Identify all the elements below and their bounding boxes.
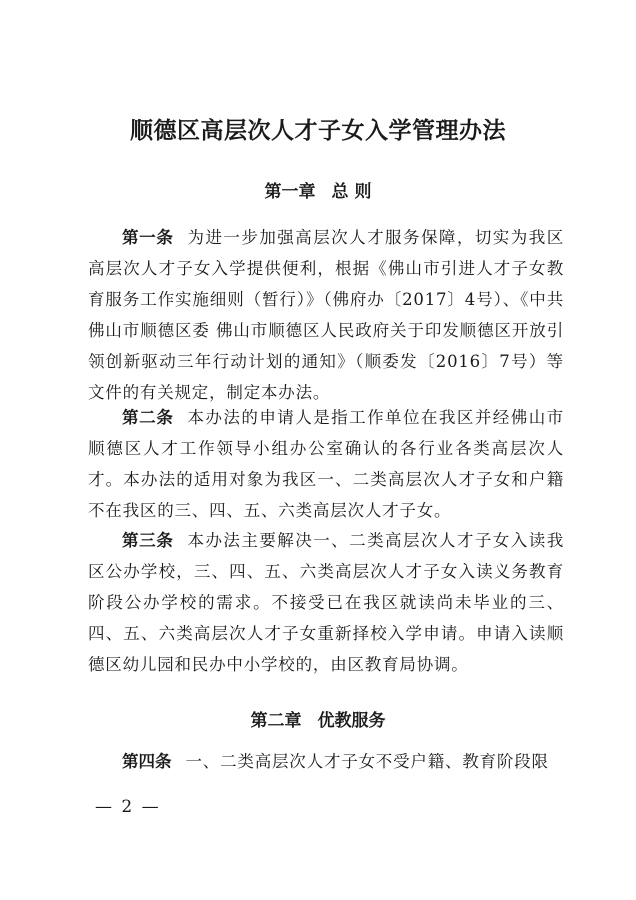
chapter-number: 第二章 [250,711,302,731]
chapter-name: 总 则 [331,182,372,202]
article-label: 第一条 [122,228,174,247]
chapter-name: 优教服务 [317,711,386,731]
document-title: 顺德区高层次人才子女入学管理办法 [130,117,506,144]
article-1 [88,222,564,408]
chapter-number: 第一章 [264,182,316,202]
article-text: 本办法的申请人是指工作单位在我区并经佛山市顺德区人才工作领导小组办公室确认的各行业各类高层次人才。本办法的适用对象为我区一、二类高层次人才子女和户籍不在我区的三、四、五、六类高层次人才子女。 [88,408,564,520]
article-text: 一、二类高层次人才子女不受户籍、教育阶段限 [185,752,549,771]
page-number: — 2 — [95,797,161,817]
article-label: 第四条 [122,752,172,771]
article-3 [88,525,564,680]
chapter-heading-1 [0,177,636,202]
article-4 [88,746,564,777]
article-label: 第二条 [122,408,174,427]
article-text: 为进一步加强高层次人才服务保障，切实为我区高层次人才子女入学提供便利，根据《佛山市引进人才子女教育服务工作实施细则（暂行）》（佛府办〔2017〕4号）、《中共佛山市顺德区委 佛山市顺德区人民政府关于印发顺德区开放引领创新驱动三年行动计划的通知》（顺委发〔2016〕7号）等文件的有关规定，制定本办法。 [88,228,564,402]
article-label: 第三条 [122,531,174,550]
article-text: 本办法主要解决一、二类高层次人才子女入读我区公办学校，三、四、五、六类高层次人才子女入读义务教育阶段公办学校的需求。不接受已在我区就读尚未毕业的三、四、五、六类高层次人才子女重新择校入学申请。申请入读顺德区幼儿园和民办中小学校的，由区教育局协调。 [88,531,564,674]
chapter-heading-2 [0,706,636,731]
article-2 [88,402,564,526]
